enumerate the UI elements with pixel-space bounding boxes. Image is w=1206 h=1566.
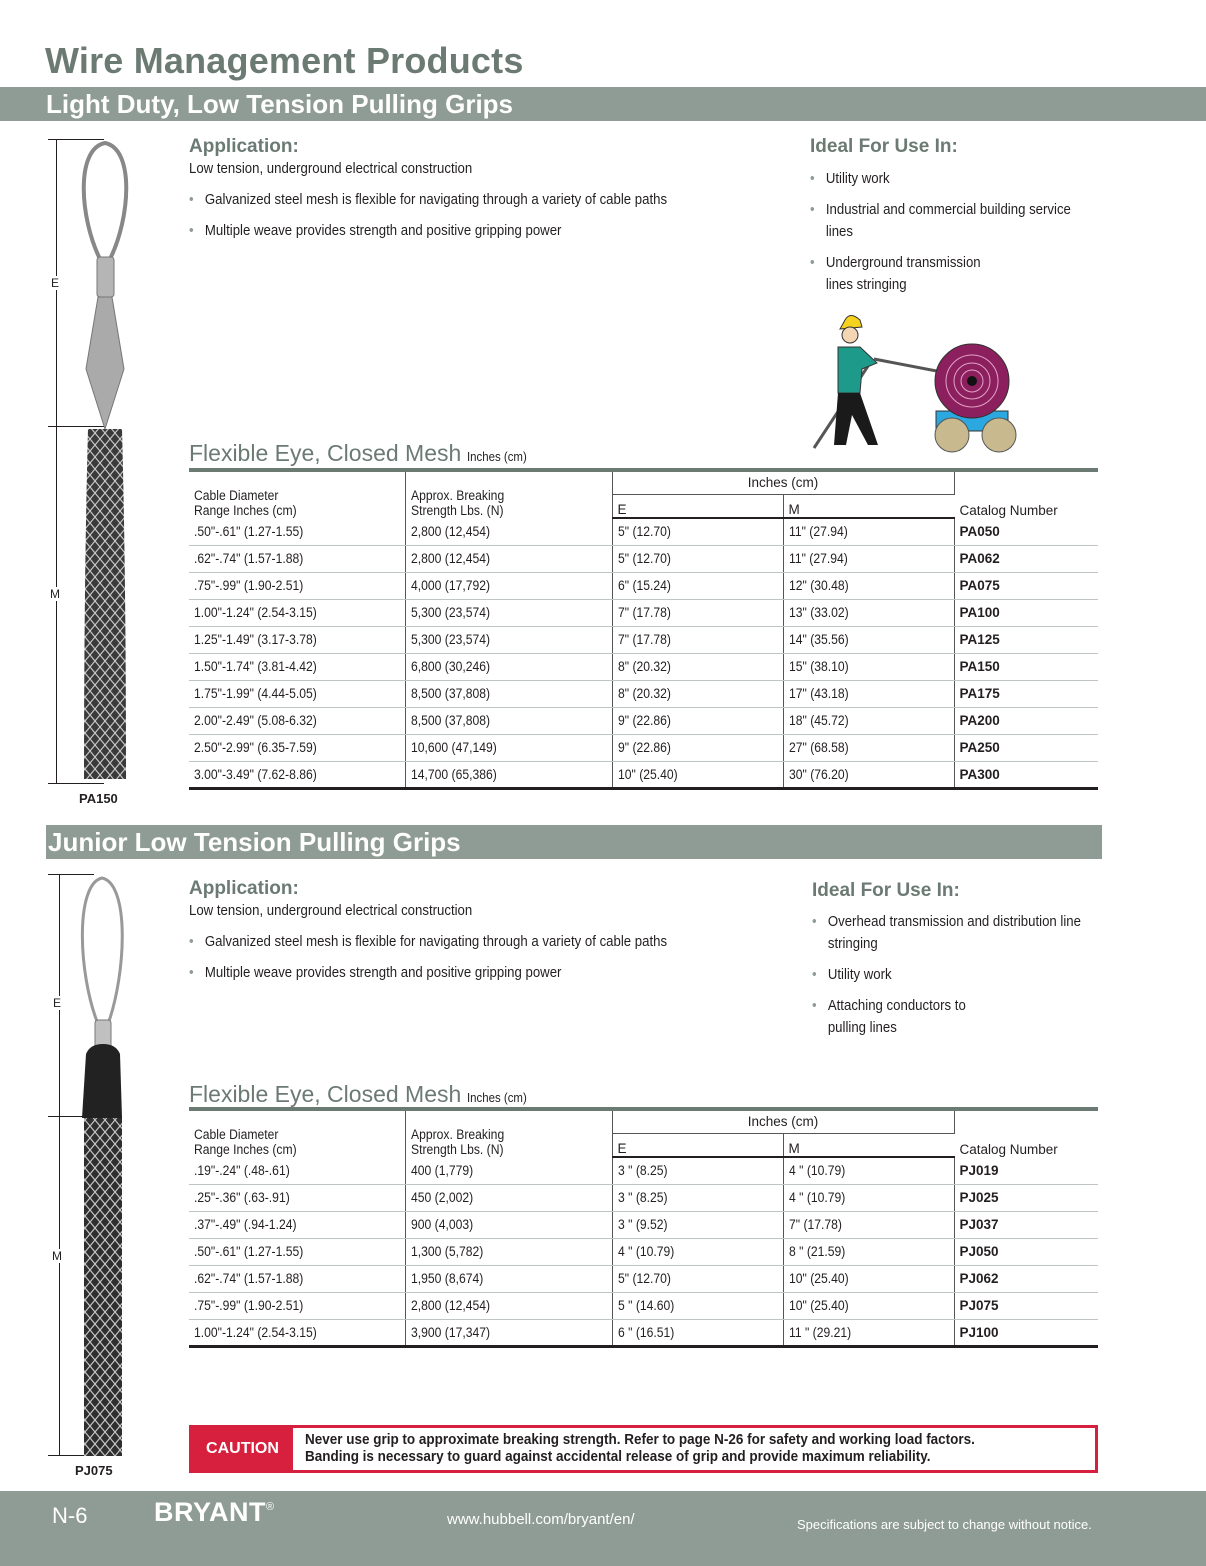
table-row: 2.50"-2.99" (6.35-7.59) 10,600 (47,149) 9" (22.86) 27" (68.58) PA250 (189, 734, 1098, 761)
col-header-m: M (783, 494, 954, 518)
bryant-logo: BRYANT® (154, 1497, 275, 1527)
bullet-icon: • (812, 997, 817, 1014)
ideal-use-item: • Attaching conductors to pulling lines (812, 997, 966, 1036)
footer-disclaimer: Specifications are subject to change without notice. (797, 1517, 1092, 1532)
section-heading-light-duty: Light Duty, Low Tension Pulling Grips (0, 87, 1206, 121)
pulling-grip-image (60, 139, 150, 784)
ideal-use-item: • Overhead transmission and distribution line stringing (812, 913, 1081, 952)
dimension-line-m (56, 426, 57, 783)
col-header-group-inches: Inches (cm) (612, 1109, 954, 1133)
table-row: .62"-.74" (1.57-1.88) 2,800 (12,454) 5" (12.70) 11" (27.94) PA062 (189, 545, 1098, 572)
catalog-number: PA100 (954, 599, 1098, 626)
dimension-line-e (59, 874, 60, 1116)
ideal-uses-list (812, 911, 1122, 1048)
col-header-cable-diameter: Cable Diameter Range Inches (cm) (189, 1109, 405, 1157)
catalog-number: PJ025 (954, 1184, 1098, 1211)
table-row: 1.00"-1.24" (2.54-3.15) 3,900 (17,347) 6 " (16.51) 11 " (29.21) PJ100 (189, 1319, 1098, 1346)
col-header-e: E (612, 494, 783, 518)
catalog-number: PJ037 (954, 1211, 1098, 1238)
catalog-number: PA150 (954, 653, 1098, 680)
ideal-for-heading: Ideal For Use In: (810, 136, 958, 157)
ideal-uses-list (810, 168, 1110, 305)
table-unit: Inches (cm) (467, 449, 528, 464)
dimension-line-m (59, 1116, 60, 1455)
table-row: 1.25"-1.49" (3.17-3.78) 5,300 (23,574) 7" (17.78) 14" (35.56) PA125 (189, 626, 1098, 653)
feature-item: • Multiple weave provides strength and positive gripping power (189, 962, 717, 984)
ideal-use-item: • Utility work (810, 168, 1074, 190)
dimension-label-m: M (52, 1249, 62, 1263)
table-row: .75"-.99" (1.90-2.51) 4,000 (17,792) 6" (15.24) 12" (30.48) PA075 (189, 572, 1098, 599)
col-header-breaking-strength: Approx. Breaking Strength Lbs. (N) (405, 470, 612, 518)
catalog-number: PJ050 (954, 1238, 1098, 1265)
catalog-number: PJ019 (954, 1157, 1098, 1184)
application-text: Low tension, underground electrical construction (189, 902, 473, 919)
bullet-icon: • (189, 933, 194, 950)
catalog-number: PA250 (954, 734, 1098, 761)
catalog-number: PJ100 (954, 1319, 1098, 1346)
table-row: .25"-.36" (.63-.91) 450 (2,002) 3 " (8.25) 4 " (10.79) PJ025 (189, 1184, 1098, 1211)
catalog-number: PA050 (954, 518, 1098, 545)
page-title: Wire Management Products (45, 40, 524, 81)
bullet-icon: • (189, 191, 194, 208)
catalog-number: PA125 (954, 626, 1098, 653)
application-heading: Application: (189, 136, 299, 157)
ideal-for-heading: Ideal For Use In: (812, 880, 960, 901)
table-unit: Inches (cm) (467, 1090, 528, 1105)
col-header-cable-diameter: Cable Diameter Range Inches (cm) (189, 470, 405, 518)
caution-label: CAUTION (192, 1428, 293, 1470)
feature-item: • Galvanized steel mesh is flexible for navigating through a variety of cable paths (189, 931, 717, 953)
col-header-catalog-number: Catalog Number (954, 1109, 1098, 1157)
catalog-number: PA200 (954, 707, 1098, 734)
bullet-icon: • (812, 913, 817, 930)
table-row: 1.75"-1.99" (4.44-5.05) 8,500 (37,808) 8" (20.32) 17" (43.18) PA175 (189, 680, 1098, 707)
table-row: .50"-.61" (1.27-1.55) 1,300 (5,782) 4 " (10.79) 8 " (21.59) PJ050 (189, 1238, 1098, 1265)
col-header-catalog-number: Catalog Number (954, 470, 1098, 518)
feature-item: • Multiple weave provides strength and positive gripping power (189, 220, 717, 242)
bullet-icon: • (810, 170, 815, 187)
table-row: .62"-.74" (1.57-1.88) 1,950 (8,674) 5" (12.70) 10" (25.40) PJ062 (189, 1265, 1098, 1292)
catalog-number: PA075 (954, 572, 1098, 599)
spec-table-light-duty (189, 468, 1098, 790)
catalog-number: PA300 (954, 761, 1098, 788)
catalog-number: PA175 (954, 680, 1098, 707)
worker-cable-reel-illustration (812, 315, 1022, 455)
caution-box (189, 1425, 1098, 1473)
dimension-label-e: E (51, 276, 60, 290)
ideal-use-item: • Underground transmission lines stringing (810, 254, 981, 293)
grip-model-label: PA150 (79, 791, 118, 806)
bullet-icon: • (812, 966, 817, 983)
catalog-number: PJ075 (954, 1292, 1098, 1319)
website-link[interactable]: www.hubbell.com/bryant/en/ (447, 1511, 635, 1528)
page-number: N-6 (52, 1503, 88, 1528)
caution-text: Never use grip to approximate breaking strength. Refer to page N-26 for safety and working load factors. Banding is necessary to guard against accidental release of grip and provide maximum reliability. (305, 1432, 975, 1465)
col-header-group-inches: Inches (cm) (612, 470, 954, 494)
table-row: .37"-.49" (.94-1.24) 900 (4,003) 3 " (9.52) 7" (17.78) PJ037 (189, 1211, 1098, 1238)
table-row: 1.50"-1.74" (3.81-4.42) 6,800 (30,246) 8" (20.32) 15" (38.10) PA150 (189, 653, 1098, 680)
section-heading-junior: Junior Low Tension Pulling Grips (46, 825, 1102, 859)
bullet-icon: • (189, 222, 194, 239)
feature-item: • Galvanized steel mesh is flexible for navigating through a variety of cable paths (189, 189, 717, 211)
bullet-icon: • (189, 964, 194, 981)
table-row: 1.00"-1.24" (2.54-3.15) 5,300 (23,574) 7" (17.78) 13" (33.02) PA100 (189, 599, 1098, 626)
catalog-number: PA062 (954, 545, 1098, 572)
page-footer (0, 1491, 1206, 1566)
table-row: 2.00"-2.49" (5.08-6.32) 8,500 (37,808) 9" (22.86) 18" (45.72) PA200 (189, 707, 1098, 734)
table-title: Flexible Eye, Closed Mesh Inches (cm) (189, 440, 528, 466)
dimension-label-m: M (50, 587, 60, 601)
table-row: 3.00"-3.49" (7.62-8.86) 14,700 (65,386) 10" (25.40) 30" (76.20) PA300 (189, 761, 1098, 788)
application-text: Low tension, underground electrical construction (189, 160, 473, 177)
table-row: .19"-.24" (.48-.61) 400 (1,779) 3 " (8.25) 4 " (10.79) PJ019 (189, 1157, 1098, 1184)
spec-table-junior (189, 1107, 1098, 1348)
features-list (189, 189, 789, 251)
table-title: Flexible Eye, Closed Mesh Inches (cm) (189, 1081, 528, 1107)
ideal-use-item: • Industrial and commercial building service lines (810, 201, 1071, 240)
table-row: .75"-.99" (1.90-2.51) 2,800 (12,454) 5 " (14.60) 10" (25.40) PJ075 (189, 1292, 1098, 1319)
col-header-e: E (612, 1133, 783, 1157)
catalog-number: PJ062 (954, 1265, 1098, 1292)
features-list (189, 931, 789, 993)
col-header-breaking-strength: Approx. Breaking Strength Lbs. (N) (405, 1109, 612, 1157)
application-heading: Application: (189, 878, 299, 899)
bullet-icon: • (810, 254, 815, 271)
ideal-use-item: • Utility work (812, 964, 1085, 986)
pulling-grip-image (70, 874, 150, 1456)
dimension-label-e: E (53, 996, 62, 1010)
bullet-icon: • (810, 201, 815, 218)
grip-model-label: PJ075 (75, 1463, 113, 1478)
table-row: .50"-.61" (1.27-1.55) 2,800 (12,454) 5" (12.70) 11" (27.94) PA050 (189, 518, 1098, 545)
col-header-m: M (783, 1133, 954, 1157)
